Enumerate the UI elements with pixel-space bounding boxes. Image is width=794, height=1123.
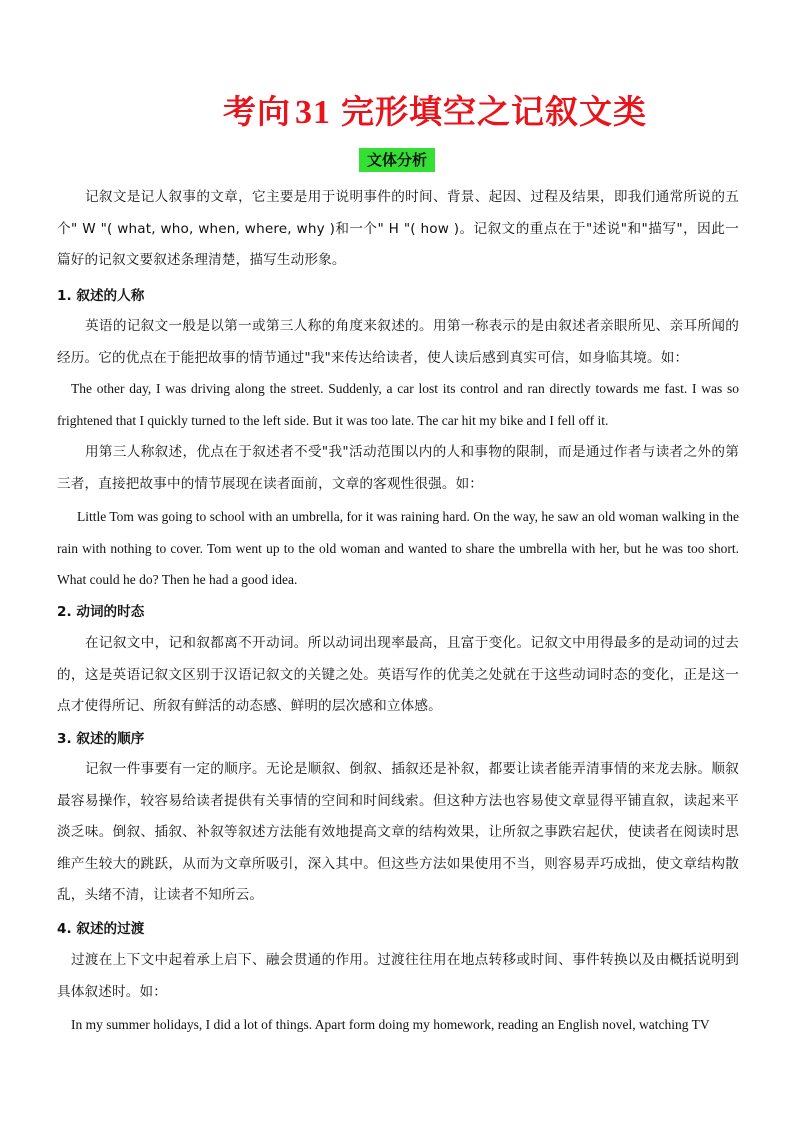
- title-number: 31: [295, 94, 331, 131]
- section-heading-person: 1. 叙述的人称: [57, 288, 145, 304]
- section-1-example-1: The other day, I was driving along the street. Suddenly, a car lost its control and ran directly towards me fast. I was so frightened that I quickly turned to the left side. But it was too late. The car hit my bike and I fell off it.: [57, 381, 739, 428]
- section-heading-tense: 2. 动词的时态: [57, 604, 145, 620]
- section-1-paragraph-2: 用第三人称叙述，优点在于叙述者不受"我"活动范围以内的人和事物的限制，而是通过作者与读者之外的第三者，直接把故事中的情节展现在读者面前，文章的客观性很强。如：: [57, 444, 739, 492]
- section-1-paragraph-1: 英语的记叙文一般是以第一或第三人称的角度来叙述的。用第一称表示的是由叙述者亲眼所见、亲耳所闻的经历。它的优点在于能把故事的情节通过"我"来传达给读者，使人读后感到真实可信，如身临其境。如：: [57, 318, 739, 366]
- title-prefix: 考向: [223, 92, 291, 131]
- section-4-example-1: In my summer holidays, I did a lot of things. Apart form doing my homework, reading an English novel, watching TV: [71, 1017, 710, 1032]
- section-4-paragraph-1: 过渡在上下文中起着承上启下、融会贯通的作用。过渡往往用在地点转移或时间、事件转换以及由概括说明到具体叙述时。如：: [57, 952, 739, 1000]
- section-badge: 文体分析: [359, 148, 435, 172]
- section-3-paragraph-1: 记叙一件事要有一定的顺序。无论是顺叙、倒叙、插叙还是补叙，都要让读者能弄清事情的来龙去脉。顺叙最容易操作，较容易给读者提供有关事情的空间和时间线索。但这种方法也容易使文章显得平铺直叙，读起来平淡乏味。倒叙、插叙、补叙等叙述方法能有效地提高文章的结构效果，让所叙之事跌宕起伏，使读者在阅读时思维产生较大的跳跃，从而为文章所吸引，深入其中。但这些方法如果使用不当，则容易弄巧成拙，使文章结构散乱，头绪不清，让读者不知所云。: [57, 761, 739, 903]
- section-1-example-2: Little Tom was going to school with an umbrella, for it was raining hard. On the way, he saw an old woman walking in the rain with nothing to cover. Tom went up to the old woman and wanted to share the umbrella with her, but he was too short. What could he do? Then he had a good idea.: [57, 509, 739, 587]
- section-2-paragraph-1: 在记叙文中，记和叙都离不开动词。所以动词出现率最高，且富于变化。记叙文中用得最多的是动词的过去的，这是英语记叙文区别于汉语记叙文的关键之处。英语写作的优美之处就在于这些动词时态的变化，正是这一点才使得所记、所叙有鲜活的动态感、鲜明的层次感和立体感。: [57, 635, 739, 714]
- intro-paragraph: 记叙文是记人叙事的文章，它主要是用于说明事件的时间、背景、起因、过程及结果，即我们通常所说的五个" W "( what, who, when, where, why )和一个" H "( how )。记叙文的重点在于"述说"和"描写"，因此一篇好的记叙文要叙述条理清楚，描写生动形象。: [57, 189, 739, 268]
- section-heading-transition: 4. 叙述的过渡: [57, 921, 145, 937]
- page-title: [0, 86, 794, 133]
- title-text: 完形填空之记叙文类: [341, 92, 647, 131]
- section-heading-order: 3. 叙述的顺序: [57, 731, 145, 747]
